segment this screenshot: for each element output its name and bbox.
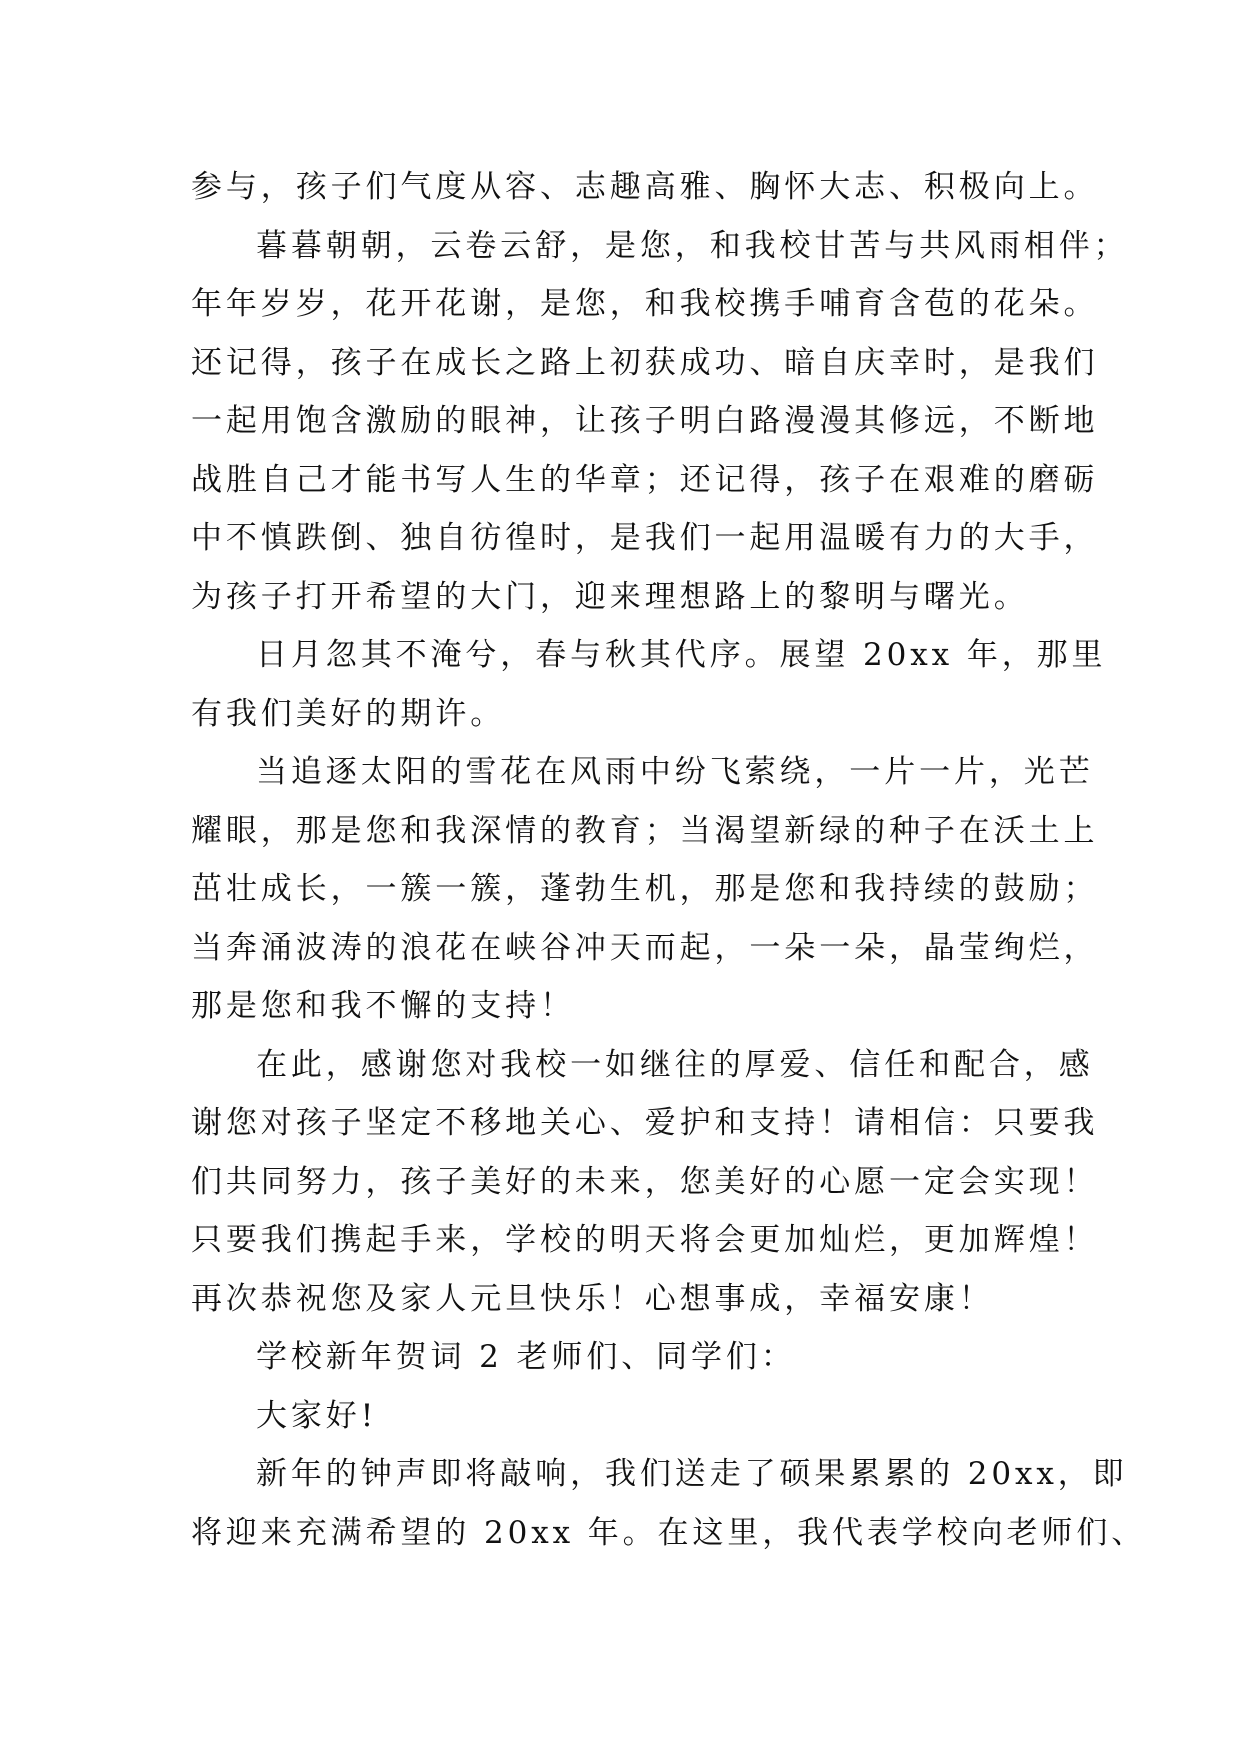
text-line-5: 一起用饱含激励的眼神，让孩子明白路漫漫其修远，不断地 bbox=[191, 403, 1099, 439]
text-line-11: 当追逐太阳的雪花在风雨中纷飞萦绕，一片一片，光芒 bbox=[256, 754, 1094, 790]
text-line-17: 谢您对孩子坚定不移地关心、爱护和支持！请相信：只要我 bbox=[191, 1105, 1099, 1141]
text-line-20: 再次恭祝您及家人元旦快乐！心想事成，幸福安康！ bbox=[191, 1280, 994, 1317]
text-line-19: 只要我们携起手来，学校的明天将会更加灿烂，更加辉煌！ bbox=[191, 1222, 1099, 1258]
text-line-15: 那是您和我不懈的支持！ bbox=[191, 988, 575, 1024]
document-body bbox=[191, 158, 1147, 1562]
text-line-24: 将迎来充满希望的 20xx 年。在这里，我代表学校向老师们、 bbox=[191, 1514, 1147, 1551]
text-line-13: 茁壮成长，一簇一簇，蓬勃生机，那是您和我持续的鼓励； bbox=[191, 871, 1099, 907]
text-line-16: 在此，感谢您对我校一如继往的厚爱、信任和配合，感 bbox=[256, 1046, 1094, 1083]
text-line-12: 耀眼，那是您和我深情的教育；当渴望新绿的种子在沃土上 bbox=[191, 812, 1099, 849]
text-line-10: 有我们美好的期许。 bbox=[191, 695, 506, 732]
text-line-1: 参与，孩子们气度从容、志趣高雅、胸怀大志、积极向上。 bbox=[191, 169, 1099, 205]
text-line-2: 暮暮朝朝，云卷云舒，是您，和我校甘苦与共风雨相伴； bbox=[256, 227, 1129, 264]
text-line-23: 新年的钟声即将敲响，我们送走了硕果累累的 20xx，即 bbox=[256, 1456, 1128, 1492]
text-line-3: 年年岁岁，花开花谢，是您，和我校携手哺育含苞的花朵。 bbox=[191, 286, 1099, 322]
text-line-18: 们共同努力，孩子美好的未来，您美好的心愿一定会实现！ bbox=[191, 1163, 1099, 1200]
text-line-6: 战胜自己才能书写人生的华章；还记得，孩子在艰难的磨砺 bbox=[191, 461, 1099, 498]
text-line-21: 学校新年贺词 2 老师们、同学们： bbox=[256, 1339, 796, 1375]
text-line-9: 日月忽其不淹兮，春与秋其代序。展望 20xx 年，那里 bbox=[256, 637, 1107, 673]
text-line-7: 中不慎跌倒、独自彷徨时，是我们一起用温暖有力的大手， bbox=[191, 520, 1099, 556]
text-line-14: 当奔涌波涛的浪花在峡谷冲天而起，一朵一朵，晶莹绚烂， bbox=[191, 929, 1099, 966]
text-line-8: 为孩子打开希望的大门，迎来理想路上的黎明与曙光。 bbox=[191, 578, 1029, 615]
text-line-4: 还记得，孩子在成长之路上初获成功、暗自庆幸时，是我们 bbox=[191, 344, 1099, 381]
text-line-22: 大家好! bbox=[256, 1397, 378, 1434]
